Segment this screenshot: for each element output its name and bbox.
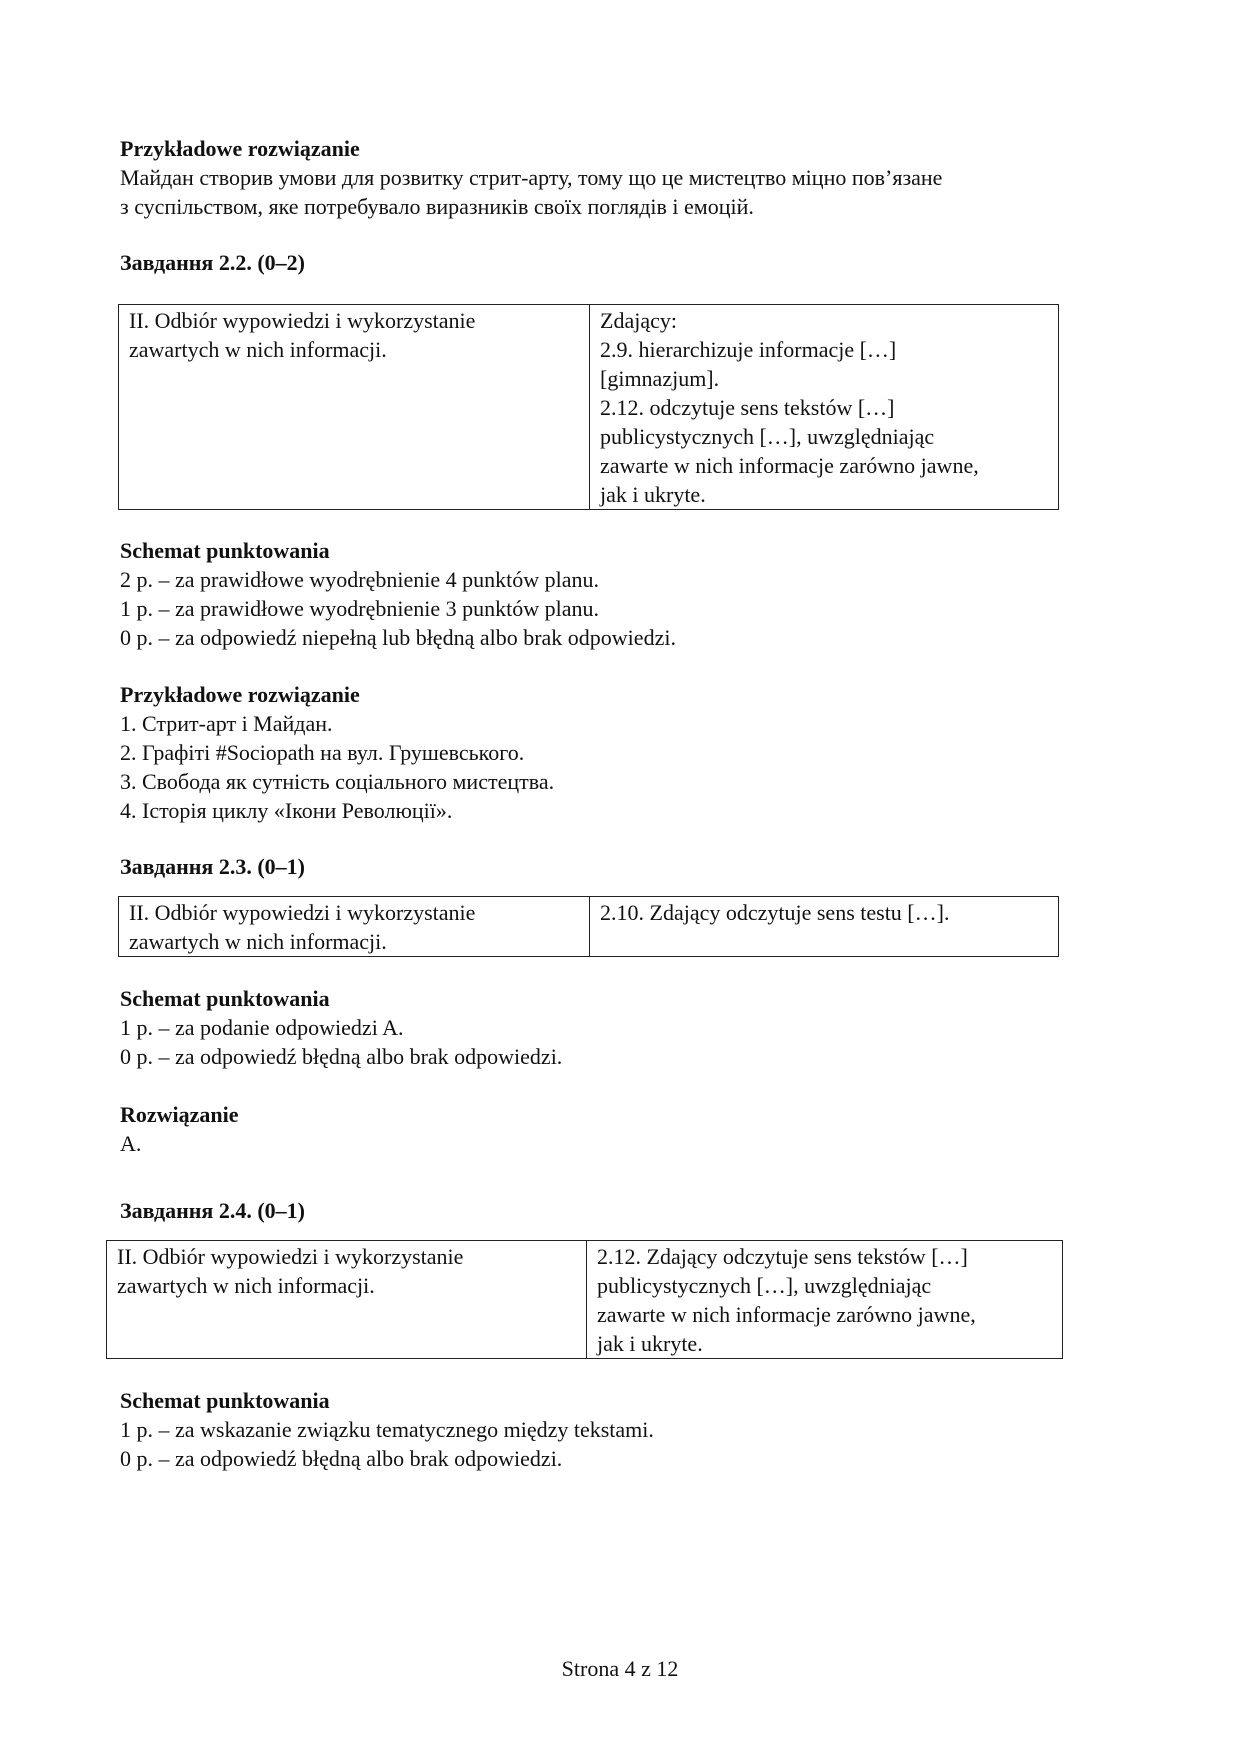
task-2-4-scoring (120, 1386, 1080, 1473)
example-solution-1 (120, 134, 1080, 221)
cell-line: jak i ukryte. (600, 482, 706, 507)
cell-line: jak i ukryte. (597, 1331, 703, 1356)
cell-line: zawarte w nich informacje zarówno jawne, (600, 453, 979, 478)
scoring-line: 0 p. – za odpowiedź niepełną lub błędną albo brak odpowiedzi. (120, 625, 676, 650)
task-2-3-title (120, 852, 1080, 881)
cell-line: II. Odbiór wypowiedzi i wykorzystanie (129, 900, 476, 925)
task-2-2-solution (120, 680, 1080, 825)
cell-line: zawartych w nich informacji. (117, 1273, 375, 1298)
general-requirement-cell (107, 1241, 587, 1359)
scoring-line: 1 p. – za wskazanie związku tematycznego między tekstami. (120, 1417, 654, 1442)
task-2-4-requirements-table (106, 1240, 1063, 1359)
cell-line: 2.10. Zdający odczytuje sens testu […]. (600, 900, 950, 925)
solution-line: A. (120, 1131, 142, 1156)
cell-line: 2.12. odczytuje sens tekstów […] (600, 395, 895, 420)
cell-line: publicystycznych […], uwzględniając (600, 424, 935, 449)
scoring-heading: Schemat punktowania (120, 1388, 330, 1413)
example-solution-heading: Przykładowe rozwiązanie (120, 136, 360, 161)
cell-line: zawartych w nich informacji. (129, 337, 387, 362)
task-2-3-solution (120, 1100, 1080, 1158)
solution-line: 4. Історія циклу «Ікони Революції». (120, 798, 453, 823)
specific-requirement-cell (590, 305, 1059, 510)
general-requirement-cell (119, 305, 590, 510)
specific-requirement-cell (587, 1241, 1063, 1359)
cell-line: zawartych w nich informacji. (129, 929, 387, 954)
task-title: Завдання 2.2. (0–2) (120, 250, 305, 275)
scoring-line: 1 p. – za prawidłowe wyodrębnienie 3 punktów planu. (120, 596, 599, 621)
scoring-line: 0 p. – za odpowiedź błędną albo brak odpowiedzi. (120, 1446, 563, 1471)
solution-line: 1. Стрит-арт і Майдан. (120, 711, 333, 736)
cell-line: 2.12. Zdający odczytuje sens tekstów […] (597, 1244, 968, 1269)
specific-requirement-cell (590, 897, 1059, 957)
cell-line: II. Odbiór wypowiedzi i wykorzystanie (129, 308, 476, 333)
task-2-2-scoring (120, 536, 1080, 652)
cell-line: zawarte w nich informacje zarówno jawne, (597, 1302, 976, 1327)
solution-heading: Przykładowe rozwiązanie (120, 682, 360, 707)
task-2-2-title (120, 248, 1080, 277)
task-2-3-requirements-table (118, 896, 1059, 957)
task-title: Завдання 2.4. (0–1) (120, 1198, 305, 1223)
general-requirement-cell (119, 897, 590, 957)
scoring-line: 2 p. – za prawidłowe wyodrębnienie 4 punktów planu. (120, 567, 599, 592)
task-title: Завдання 2.3. (0–1) (120, 854, 305, 879)
table-row (107, 1241, 1063, 1359)
cell-line: 2.9. hierarchizuje informacje […] (600, 337, 897, 362)
solution-heading: Rozwiązanie (120, 1102, 239, 1127)
scoring-line: 1 p. – za podanie odpowiedzi A. (120, 1015, 404, 1040)
cell-line: Zdający: (600, 308, 677, 333)
task-2-4-title (120, 1196, 1080, 1225)
solution-line: 3. Свобода як сутність соціального мистецтва. (120, 769, 555, 794)
solution-line: 2. Графіті #Sociopath на вул. Грушевського. (120, 740, 525, 765)
scoring-heading: Schemat punktowania (120, 538, 330, 563)
cell-line: [gimnazjum]. (600, 366, 720, 391)
task-2-3-scoring (120, 984, 1080, 1071)
example-solution-line: з суспільством, яке потребувало виразників своїх поглядів і емоцій. (120, 194, 754, 219)
scoring-line: 0 p. – za odpowiedź błędną albo brak odpowiedzi. (120, 1044, 563, 1069)
table-row (119, 897, 1059, 957)
task-2-2-requirements-table (118, 304, 1059, 510)
cell-line: publicystycznych […], uwzględniając (597, 1273, 932, 1298)
scoring-heading: Schemat punktowania (120, 986, 330, 1011)
page-number: Strona 4 z 12 (561, 1656, 679, 1681)
table-row (119, 305, 1059, 510)
example-solution-line: Майдан створив умови для розвитку стрит-арту, тому що це мистецтво міцно пов’язане (120, 165, 943, 190)
cell-line: II. Odbiór wypowiedzi i wykorzystanie (117, 1244, 464, 1269)
